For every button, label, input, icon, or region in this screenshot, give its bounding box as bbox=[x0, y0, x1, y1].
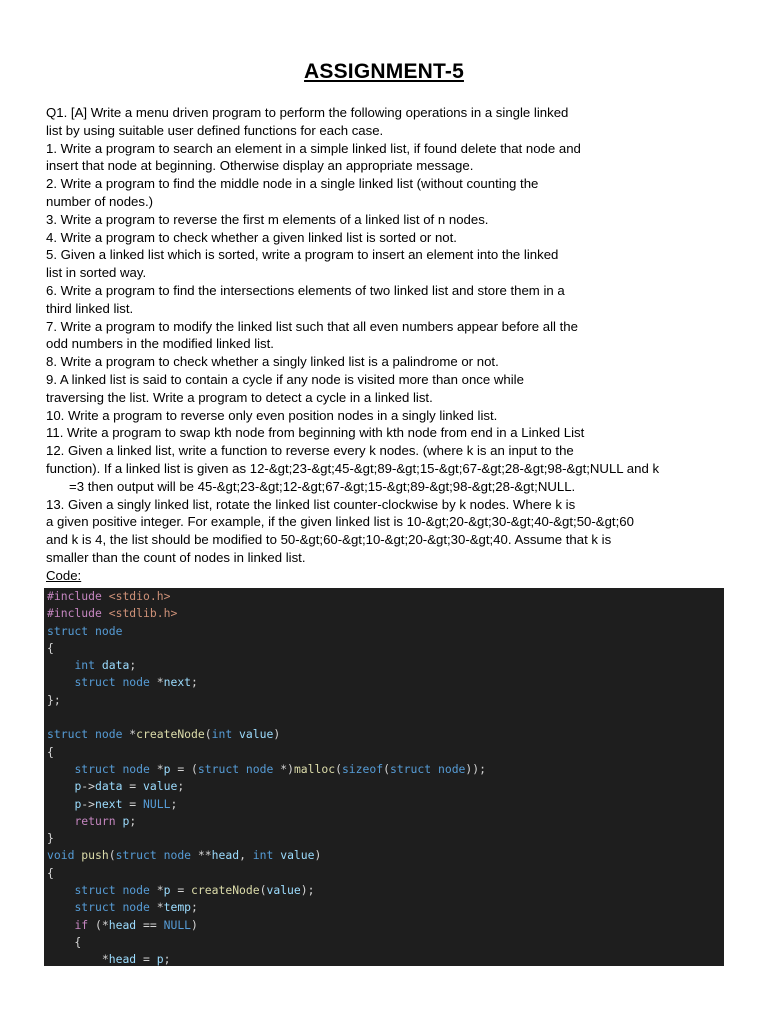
code-line: p->data = value; bbox=[74, 779, 185, 794]
code-line: { bbox=[47, 640, 54, 655]
code-line: struct node *temp; bbox=[74, 900, 198, 915]
code-line bbox=[44, 588, 724, 605]
text-line: function). If a linked list is given as 12-&gt;23-&gt;45-&gt;89-&gt;15-&gt;67-&gt;28-&gt;98-&gt;NULL and k bbox=[46, 460, 660, 476]
code-label bbox=[46, 567, 736, 585]
code-line: struct node *p = createNode(value); bbox=[74, 883, 315, 898]
code-token: p bbox=[74, 779, 82, 794]
code-block bbox=[44, 588, 724, 966]
code-line: { bbox=[47, 934, 82, 949]
text-line: odd numbers in the modified linked list. bbox=[46, 336, 274, 352]
code-token: int bbox=[211, 727, 233, 742]
code-token: head bbox=[211, 848, 240, 863]
code-token: struct bbox=[74, 675, 116, 690]
code-token: p bbox=[163, 761, 171, 776]
text-line: 8. Write a program to check whether a singly linked list is a palindrome or not. bbox=[46, 354, 499, 370]
code-token: value bbox=[266, 883, 301, 898]
code-token: int bbox=[252, 848, 274, 863]
code-line: { bbox=[47, 744, 54, 759]
code-line: struct node *next; bbox=[74, 675, 198, 690]
code-line: if (*head == NULL) bbox=[74, 917, 198, 932]
text-line: =3 then output will be 45-&gt;23-&gt;12-&gt;67-&gt;15-&gt;89-&gt;98-&gt;28-&gt;NULL. bbox=[69, 478, 576, 494]
code-token: int bbox=[74, 658, 96, 673]
code-token: #include bbox=[47, 606, 102, 621]
code-line bbox=[44, 605, 724, 622]
code-token: value bbox=[280, 848, 315, 863]
code-token: NULL bbox=[143, 796, 171, 811]
code-token: struct bbox=[389, 761, 432, 776]
code-token: struct bbox=[47, 727, 89, 742]
code-token: data bbox=[101, 658, 130, 673]
code-token: NULL bbox=[163, 917, 192, 932]
code-token: p bbox=[122, 813, 130, 828]
code-token: node bbox=[95, 623, 123, 638]
code-token: p bbox=[163, 883, 171, 898]
code-token: data bbox=[95, 779, 123, 794]
code-token: node bbox=[122, 761, 150, 776]
code-token: head bbox=[108, 917, 137, 932]
text-line: 13. Given a singly linked list, rotate the linked list counter-clockwise by k nodes. Where k is bbox=[46, 496, 576, 512]
text-line: a given positive integer. For example, if the given linked list is 10-&gt;20-&gt;30-&gt;40-&gt;50-&gt;60 bbox=[46, 514, 634, 530]
text-line: insert that node at beginning. Otherwise display an appropriate message. bbox=[46, 158, 474, 174]
code-token: p bbox=[74, 796, 82, 811]
code-token: <stdio.h> bbox=[108, 589, 171, 603]
code-token: value bbox=[143, 779, 178, 794]
code-token: node bbox=[163, 848, 192, 863]
code-token: p bbox=[156, 952, 164, 966]
text-line: 12. Given a linked list, write a function to reverse every k nodes. (where k is an input to the bbox=[46, 443, 574, 459]
text-line: 5. Given a linked list which is sorted, write a program to insert an element into the linked bbox=[46, 247, 559, 263]
text-line: 11. Write a program to swap kth node from beginning with kth node from end in a Linked List bbox=[46, 425, 585, 441]
text-line: list in sorted way. bbox=[46, 265, 147, 281]
code-token: node bbox=[437, 761, 466, 776]
code-token: struct bbox=[74, 761, 116, 776]
code-token: void bbox=[47, 848, 75, 863]
text-line: 1. Write a program to search an element in a simple linked list, if found delete that node and bbox=[46, 140, 581, 156]
text-line: traversing the list. Write a program to detect a cycle in a linked list. bbox=[46, 389, 433, 405]
text-line: 6. Write a program to find the intersections elements of two linked list and store them in a bbox=[46, 282, 565, 298]
code-token: temp bbox=[163, 900, 192, 915]
text-line: number of nodes.) bbox=[46, 193, 154, 209]
code-line bbox=[44, 709, 724, 726]
code-line: return p; bbox=[74, 813, 137, 828]
code-token: <stdlib.h> bbox=[108, 606, 178, 621]
text-line: 2. Write a program to find the middle node in a single linked list (without counting the bbox=[46, 176, 539, 192]
text-line: and k is 4, the list should be modified to 50-&gt;60-&gt;10-&gt;20-&gt;30-&gt;40. Assume that k is bbox=[46, 532, 612, 548]
code-token: struct bbox=[115, 848, 157, 863]
page-title: ASSIGNMENT-5 bbox=[304, 60, 464, 83]
text-line: smaller than the count of nodes in linked list. bbox=[46, 549, 306, 565]
code-token: createNode bbox=[191, 883, 260, 898]
text-line: 9. A linked list is said to contain a cycle if any node is visited more than once while bbox=[46, 371, 524, 387]
code-token: createNode bbox=[136, 727, 205, 742]
code-token: node bbox=[122, 675, 150, 690]
text-line: 3. Write a program to reverse the first m elements of a linked list of n nodes. bbox=[46, 211, 489, 227]
code-line bbox=[44, 623, 724, 640]
code-token: struct bbox=[47, 623, 89, 638]
code-line: struct node *createNode(int value) bbox=[47, 727, 281, 742]
text-line: 10. Write a program to reverse only even position nodes in a singly linked list. bbox=[46, 407, 498, 423]
code-token: node bbox=[122, 883, 150, 898]
text-line: 7. Write a program to modify the linked list such that all even numbers appear before all the bbox=[46, 318, 578, 334]
code-token: value bbox=[239, 727, 274, 742]
code-token: node bbox=[245, 761, 274, 776]
code-line: int data; bbox=[74, 658, 137, 673]
code-token: head bbox=[108, 952, 137, 966]
code-token: struct bbox=[74, 883, 116, 898]
text-line: Q1. [A] Write a menu driven program to perform the following operations in a single linked bbox=[46, 105, 569, 120]
code-token: struct bbox=[74, 900, 116, 915]
question-text bbox=[46, 104, 736, 585]
code-line: struct node *p = (struct node *)malloc(sizeof(struct node)); bbox=[74, 761, 486, 776]
text-line: 4. Write a program to check whether a given linked list is sorted or not. bbox=[46, 229, 457, 245]
code-line: void push(struct node **head, int value) bbox=[47, 848, 322, 863]
code-token: node bbox=[95, 727, 123, 742]
text-line: third linked list. bbox=[46, 300, 134, 316]
code-line: *head = p; bbox=[47, 952, 171, 966]
code-line: p->next = NULL; bbox=[74, 796, 178, 811]
code-line: } bbox=[47, 831, 54, 846]
code-token: sizeof bbox=[341, 761, 384, 776]
code-token: struct bbox=[197, 761, 240, 776]
code-token: next bbox=[163, 675, 192, 690]
code-label-text: Code: bbox=[46, 567, 82, 583]
code-line: }; bbox=[47, 692, 61, 707]
code-token: #include bbox=[47, 589, 102, 603]
code-token: push bbox=[81, 848, 109, 863]
code-token: if bbox=[74, 917, 89, 932]
text-line: list by using suitable user defined functions for each case. bbox=[46, 122, 384, 138]
code-token: malloc bbox=[293, 761, 336, 776]
code-token: node bbox=[122, 900, 150, 915]
code-token: next bbox=[95, 796, 123, 811]
code-line: { bbox=[47, 865, 54, 880]
code-token: return bbox=[74, 813, 116, 828]
